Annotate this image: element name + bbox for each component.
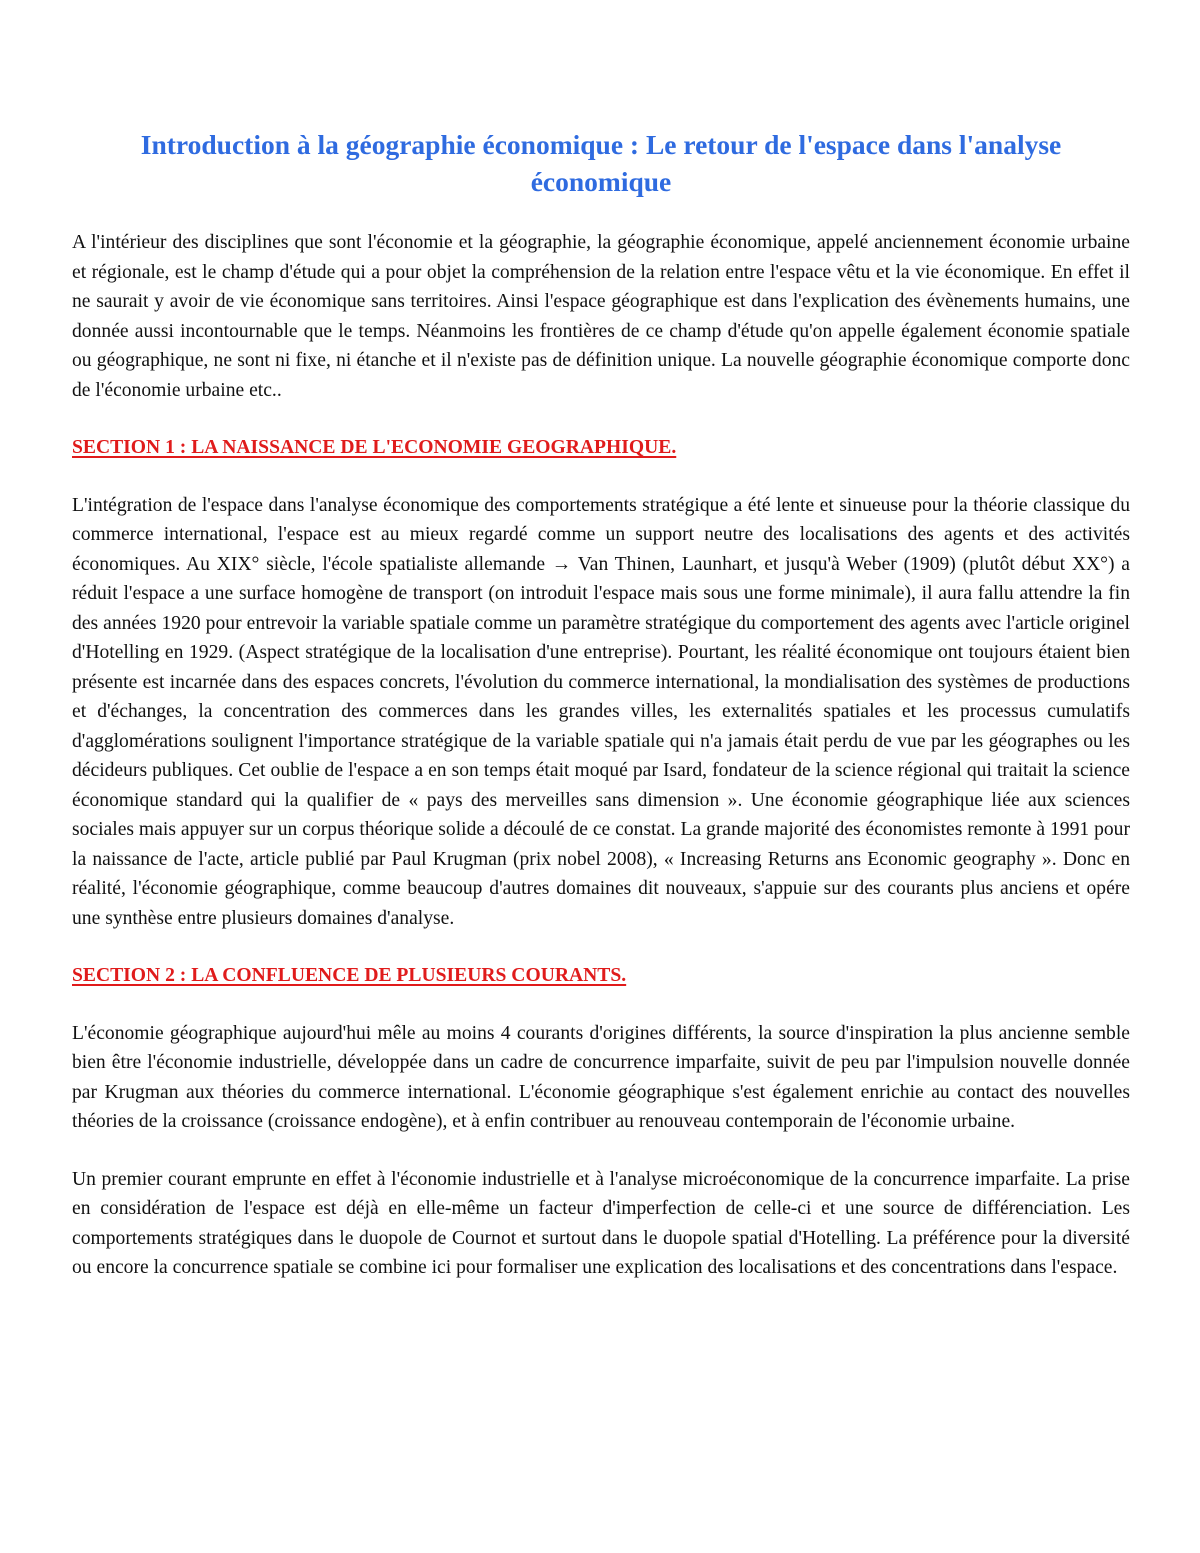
section-2-paragraph-2: Un premier courant emprunte en effet à l'économie industrielle et à l'analyse microéconomique de la concurrence imparfaite. La prise en considération de l'espace est déjà en elle-même un facteur d'imperfection de celle-ci et une source de différenciation. Les comportements stratégiques dans le duopole de Cournot et surtout dans le duopole spatial d'Hotelling. La préférence pour la diversité ou encore la concurrence spatiale se combine ici pour formaliser une explication des localisations et des concentrations dans l'espace. bbox=[72, 1168, 1130, 1278]
section-1-heading: SECTION 1 : LA NAISSANCE DE L'ECONOMIE GEOGRAPHIQUE. bbox=[72, 437, 677, 458]
spacer bbox=[72, 991, 1130, 1019]
spacer bbox=[72, 933, 1130, 961]
spacer bbox=[72, 405, 1130, 433]
spacer bbox=[72, 1137, 1130, 1165]
intro-paragraph: A l'intérieur des disciplines que sont l'économie et la géographie, la géographie économique, appelé anciennement économie urbaine et régionale, est le champ d'étude qui a pour objet la compréhension de la relation entre l'espace vêtu et la vie économique. En effet il ne saurait y avoir de vie économique sans territoires. Ainsi l'espace géographique est dans l'explication des évènements humains, une donnée aussi incontournable que le temps. Néanmoins les frontières de ce champ d'étude qu'on appelle également économie spatiale ou géographique, ne sont ni fixe, ni étanche et il n'existe pas de définition unique. La nouvelle géographie économique comporte donc de l'économie urbaine etc.. bbox=[72, 232, 1130, 401]
spacer bbox=[72, 463, 1130, 491]
section-1-paragraph: L'intégration de l'espace dans l'analyse économique des comportements stratégique a été lente et sinueuse pour la théorie classique du commerce international, l'espace est au mieux regardé comme un support neutre des localisations des agents et des activités économiques. Au XIX° siècle, l'école spatialiste allemande → Van Thinen, Launhart, et jusqu'à Weber (1909) (plutôt début XX°) a réduit l'espace a une surface homogène de transport (on introduit l'espace mais sous une forme minimale), il aura fallu attendre la fin des années 1920 pour entrevoir la variable spatiale comme un paramètre stratégique du comportement des agents avec l'article originel d'Hotelling en 1929. (Aspect stratégique de la localisation d'une entreprise). Pourtant, les réalité économique ont toujours étaient bien présente est incarnée dans des espaces concrets, l'évolution du commerce international, la mondialisation des systèmes de productions et d'échanges, la concentration des commerces dans les grandes villes, les externalités spatiales et les processus cumulatifs d'agglomérations soulignent l'importance stratégique de la variable spatiale qui n'a jamais était perdu de vue par les géographes ou les décideurs publiques. Cet oublie de l'espace a en son temps était moqué par Isard, fondateur de la science régional qui traitait la science économique standard qui la qualifier de « pays des merveilles sans dimension ». Une économie géographique liée aux sciences sociales mais appuyer sur un corpus théorique solide a découlé de ce constat. La grande majorité des économistes remonte à 1991 pour la naissance de l'acte, article publié par Paul Krugman (prix nobel 2008), « Increasing Returns ans Economic geography ». Donc en réalité, l'économie géographique, comme beaucoup d'autres domaines dit nouveaux, s'appuie sur des courants plus anciens et opére une synthèse entre plusieurs domaines d'analyse. bbox=[72, 494, 1130, 929]
section-2-paragraph-1: L'économie géographique aujourd'hui mêle au moins 4 courants d'origines différents, la source d'inspiration la plus ancienne semble bien être l'économie industrielle, développée dans un cadre de concurrence imparfaite, suivit de peu par l'impulsion nouvelle donnée par Krugman aux théories du commerce international. L'économie géographique s'est également enrichie au contact des nouvelles théories de la croissance (croissance endogène), et à enfin contribuer au renouveau contemporain de l'économie urbaine. bbox=[72, 1022, 1130, 1132]
document-title: Introduction à la géographie économique : Le retour de l'espace dans l'analyse économique bbox=[140, 129, 1062, 197]
document-page bbox=[72, 126, 1130, 1283]
section-2-heading: SECTION 2 : LA CONFLUENCE DE PLUSIEURS COURANTS. bbox=[72, 965, 627, 986]
